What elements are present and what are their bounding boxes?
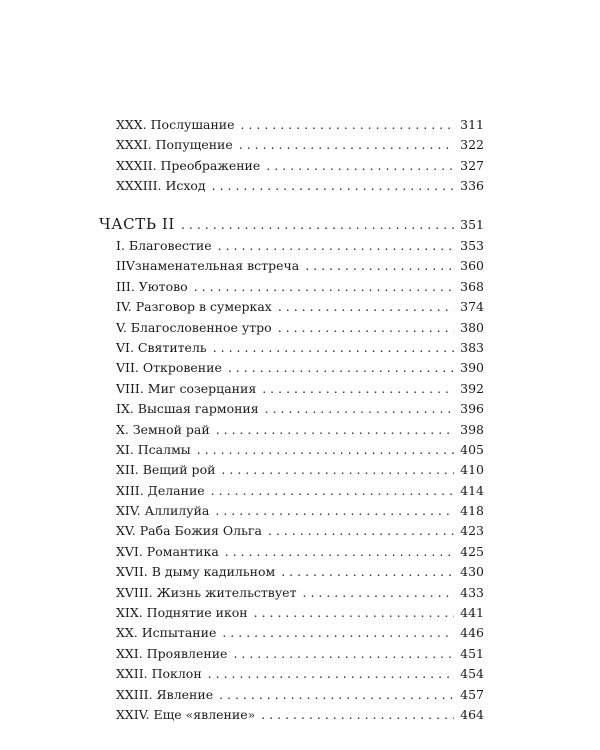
- dot-leader: [181, 213, 454, 237]
- toc-entry: [116, 379, 484, 399]
- toc-entry-page: 454: [460, 666, 484, 682]
- toc-entry: [116, 705, 484, 725]
- toc-entry-title: III. Уютово: [116, 278, 188, 294]
- toc-entry: [116, 297, 484, 317]
- toc-entry-page: 430: [460, 564, 484, 580]
- toc-entry-page: 327: [460, 157, 484, 173]
- toc-entry: [116, 277, 484, 297]
- toc-entry: [116, 685, 484, 705]
- toc-continued-list: [116, 115, 484, 197]
- toc-entry-title: XII. Вещий рой: [116, 462, 216, 478]
- dot-leader: [208, 664, 454, 684]
- dot-leader: [197, 440, 454, 460]
- toc-entry-title: XVI. Романтика: [116, 543, 219, 559]
- dot-leader: [219, 685, 454, 705]
- toc-entry-title: VIII. Миг созерцания: [116, 380, 257, 396]
- toc-entry-page: 390: [460, 360, 484, 376]
- toc-entry-page: 360: [460, 258, 484, 274]
- toc-entry-page: 336: [460, 178, 484, 194]
- toc-entry: [116, 358, 484, 378]
- dot-leader: [265, 399, 454, 419]
- toc-entry-title: XVII. В дыму кадильном: [116, 564, 276, 580]
- dot-leader: [266, 156, 454, 176]
- dot-leader: [222, 623, 454, 643]
- dot-leader: [211, 481, 454, 501]
- part-title: ЧАСТЬ II: [99, 215, 175, 233]
- toc-entry-title: X. Земной рай: [116, 421, 210, 437]
- dot-leader: [212, 176, 455, 196]
- dot-leader: [261, 705, 454, 725]
- toc-entry-page: 374: [460, 299, 484, 315]
- toc-entry-page: 423: [460, 523, 484, 539]
- toc-entry-title: XXXII. Преображение: [116, 157, 261, 173]
- toc-entry-title: XXIII. Явление: [116, 686, 214, 702]
- toc-entry-page: 368: [460, 278, 484, 294]
- toc-entry: [116, 583, 484, 603]
- toc-entry: [116, 562, 484, 582]
- toc-entry: [116, 236, 484, 256]
- toc-entry-page: 380: [460, 319, 484, 335]
- toc-entry-page: 464: [460, 706, 484, 722]
- toc-entry: [116, 115, 484, 135]
- toc-entry: [116, 135, 484, 155]
- toc-entry-title: I. Благовестие: [116, 238, 212, 253]
- toc-entry-title: XX. Испытание: [116, 625, 217, 641]
- dot-leader: [218, 236, 455, 256]
- toc-entry-title: XV. Раба Божия Ольга: [116, 523, 262, 539]
- toc-entry-title: IX. Высшая гармония: [116, 401, 259, 417]
- toc-entry: [116, 481, 484, 501]
- dot-leader: [305, 256, 454, 276]
- toc-entry: [116, 542, 484, 562]
- toc-entry-page: 398: [460, 421, 484, 437]
- toc-entry-page: 425: [460, 543, 484, 559]
- dot-leader: [254, 603, 455, 623]
- toc-entry-title: XXII. Поклон: [116, 666, 202, 682]
- dot-leader: [213, 338, 454, 358]
- toc-entry-title: XIV. Аллилуйа: [116, 503, 210, 519]
- toc-entry-page: 311: [460, 117, 484, 132]
- toc-entry-page: 405: [460, 441, 484, 457]
- toc-entry-title: XXX. Послушание: [116, 117, 235, 132]
- toc-entry-title: XVIII. Жизнь жительствует: [116, 584, 297, 600]
- dot-leader: [239, 135, 454, 155]
- toc-entry-title: V. Благословенное утро: [116, 319, 272, 335]
- toc-entry-page: 418: [460, 503, 484, 519]
- toc-entry: [116, 623, 484, 643]
- toc-entry: [116, 501, 484, 521]
- dot-leader: [225, 542, 454, 562]
- toc-entry-title: VI. Святитель: [116, 339, 207, 355]
- toc-entry-page: 392: [460, 380, 484, 396]
- dot-leader: [241, 115, 455, 135]
- toc-entry-page: 396: [460, 401, 484, 417]
- dot-leader: [278, 297, 454, 317]
- toc-entry: [116, 338, 484, 358]
- toc-entry-page: 451: [460, 645, 484, 661]
- toc-entry-title: XXI. Проявление: [116, 645, 228, 661]
- dot-leader: [221, 460, 454, 480]
- toc-entry: [116, 460, 484, 480]
- toc-entry: [116, 399, 484, 419]
- toc-entry-page: 414: [460, 482, 484, 498]
- toc-entry-page: 441: [460, 605, 484, 621]
- toc-entry: [116, 664, 484, 684]
- toc-entry: [116, 176, 484, 196]
- toc-entry-title: IIVзнаменательная встреча: [116, 258, 300, 274]
- dot-leader: [228, 358, 454, 378]
- dot-leader: [281, 562, 454, 582]
- dot-leader: [215, 501, 454, 521]
- toc-entry-page: 410: [460, 462, 484, 478]
- dot-leader: [216, 420, 454, 440]
- toc-entry: [116, 440, 484, 460]
- toc-entry-title: XIX. Поднятие икон: [116, 605, 248, 621]
- dot-leader: [268, 521, 454, 541]
- toc-entry-page: 457: [460, 686, 484, 702]
- part-heading: [99, 212, 484, 236]
- toc-entry-page: 446: [460, 625, 484, 641]
- toc-entry: [116, 156, 484, 176]
- toc-entry: [116, 420, 484, 440]
- dot-leader: [303, 583, 455, 603]
- toc-entry-title: XXIV. Еще «явление»: [116, 706, 256, 722]
- toc-entry: [116, 256, 484, 276]
- dot-leader: [233, 644, 454, 664]
- toc-entry-title: XIII. Делание: [116, 482, 205, 498]
- toc-entry-title: IV. Разговор в сумерках: [116, 299, 272, 315]
- toc-entry: [116, 644, 484, 664]
- dot-leader: [262, 379, 454, 399]
- toc-entry: [116, 603, 484, 623]
- toc-entry-title: XI. Псалмы: [116, 441, 191, 457]
- toc-entry: [116, 318, 484, 338]
- dot-leader: [194, 277, 454, 297]
- part-page: 351: [460, 217, 484, 232]
- part2-chapter-list: [116, 236, 484, 725]
- toc-entry-page: 433: [460, 584, 484, 600]
- dot-leader: [278, 318, 454, 338]
- toc-entry-title: VII. Откровение: [116, 360, 222, 376]
- toc-entry-title: XXXIII. Исход: [116, 178, 206, 194]
- toc-entry-page: 353: [460, 238, 484, 253]
- toc-entry-page: 383: [460, 339, 484, 355]
- toc-entry-title: XXXI. Попущение: [116, 137, 233, 153]
- toc-entry: [116, 521, 484, 541]
- toc-entry-page: 322: [460, 137, 484, 153]
